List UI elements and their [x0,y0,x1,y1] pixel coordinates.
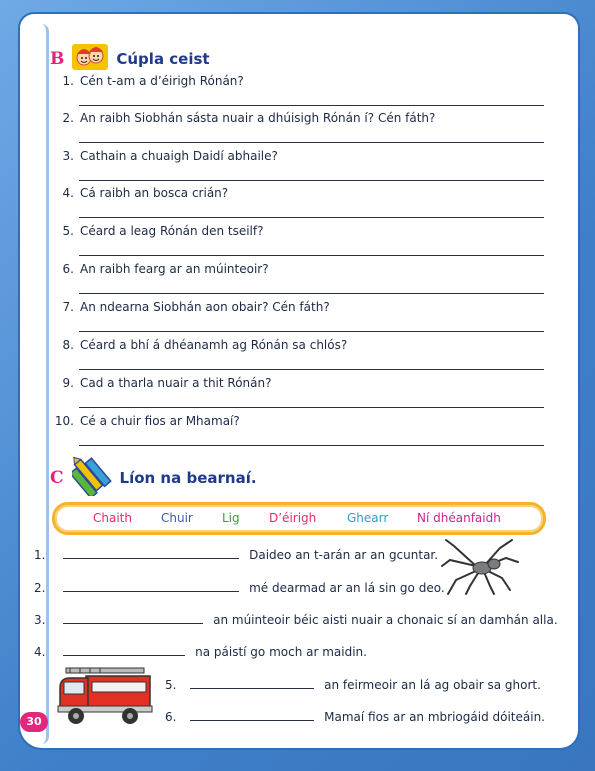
answer-blank[interactable] [63,579,239,592]
question-text: Céard a leag Rónán den tseilf? [80,224,264,238]
answer-line[interactable] [79,369,544,370]
answer-line[interactable] [79,255,544,256]
fill-item-4 [34,643,367,659]
section-c-letter: C [50,468,64,488]
section-b-heading [50,44,210,74]
question-number: 2. [62,111,74,125]
children-faces-icon [72,44,108,74]
section-c-title: Líon na bearnaí. [119,469,257,487]
question-7 [48,300,548,314]
question-8 [48,338,548,352]
page-edge-decoration [34,24,49,744]
item-text: an múinteoir béic aisti nuair a chonaic sí an damhán alla. [213,613,558,627]
fill-item-6 [165,708,545,724]
word-bank-word: Lig [222,511,240,525]
word-bank-word: D’éirigh [269,511,317,525]
answer-blank[interactable] [63,546,239,559]
answer-line[interactable] [79,445,544,446]
item-text: an feirmeoir an lá ag obair sa ghort. [324,678,541,692]
item-text: mé dearmad ar an lá sin go deo. [249,581,445,595]
answer-blank[interactable] [63,611,203,624]
question-6 [48,262,548,276]
question-number: 10. [54,414,74,428]
item-number: 6. [165,710,177,724]
word-bank-word: Ghearr [347,511,389,525]
answer-line[interactable] [79,105,544,106]
question-number: 1. [62,74,74,88]
word-bank-word: Chaith [93,511,132,525]
question-text: Cá raibh an bosca crián? [80,186,229,200]
answer-blank[interactable] [63,643,185,656]
question-text: Cad a tharla nuair a thit Rónán? [80,376,272,390]
question-text: Cén t-am a d’éirigh Rónán? [80,74,244,88]
spider-icon [440,536,520,600]
question-text: An raibh Siobhán sásta nuair a dhúisigh Rónán í? Cén fáth? [80,111,436,125]
answer-line[interactable] [79,407,544,408]
answer-blank[interactable] [190,676,314,689]
question-text: Cathain a chuaigh Daidí abhaile? [80,149,278,163]
question-number: 4. [62,186,74,200]
answer-line[interactable] [79,217,544,218]
question-number: 9. [62,376,74,390]
fill-item-5 [165,676,541,692]
question-text: Cé a chuir fios ar Mhamaí? [80,414,240,428]
item-text: Mamaí fios ar an mbriogáid dóiteáin. [324,710,545,724]
section-b-letter: B [50,49,65,69]
page-number: 30 [20,712,48,732]
question-2 [48,111,548,125]
fill-item-3 [34,611,558,627]
item-number: 4. [34,645,46,659]
crayons-icon [72,456,112,500]
question-10 [48,414,548,428]
question-3 [48,149,548,163]
question-number: 5. [62,224,74,238]
question-number: 3. [62,149,74,163]
word-bank-word: Ní dhéanfaidh [417,511,501,525]
word-bank-word: Chuir [161,511,193,525]
question-5 [48,224,548,238]
section-c-heading [50,456,257,500]
fill-item-1 [34,546,438,562]
question-text: Céard a bhí á dhéanamh ag Rónán sa chlós? [80,338,348,352]
question-number: 7. [62,300,74,314]
fill-item-2 [34,579,445,595]
answer-line[interactable] [79,142,544,143]
item-number: 2. [34,581,46,595]
answer-line[interactable] [79,331,544,332]
question-text: An ndearna Siobhán aon obair? Cén fáth? [80,300,330,314]
answer-line[interactable] [79,293,544,294]
item-number: 3. [34,613,46,627]
item-text: na páistí go moch ar maidin. [195,645,367,659]
question-1 [48,74,548,88]
question-text: An raibh fearg ar an múinteoir? [80,262,269,276]
question-9 [48,376,548,390]
section-b-title: Cúpla ceist [116,50,210,68]
question-4 [48,186,548,200]
item-number: 1. [34,548,46,562]
word-bank [52,502,546,535]
question-number: 6. [62,262,74,276]
item-number: 5. [165,678,177,692]
answer-blank[interactable] [190,708,314,721]
question-number: 8. [62,338,74,352]
item-text: Daideo an t-arán ar an gcuntar. [249,548,439,562]
fire-engine-icon [56,664,156,730]
answer-line[interactable] [79,180,544,181]
